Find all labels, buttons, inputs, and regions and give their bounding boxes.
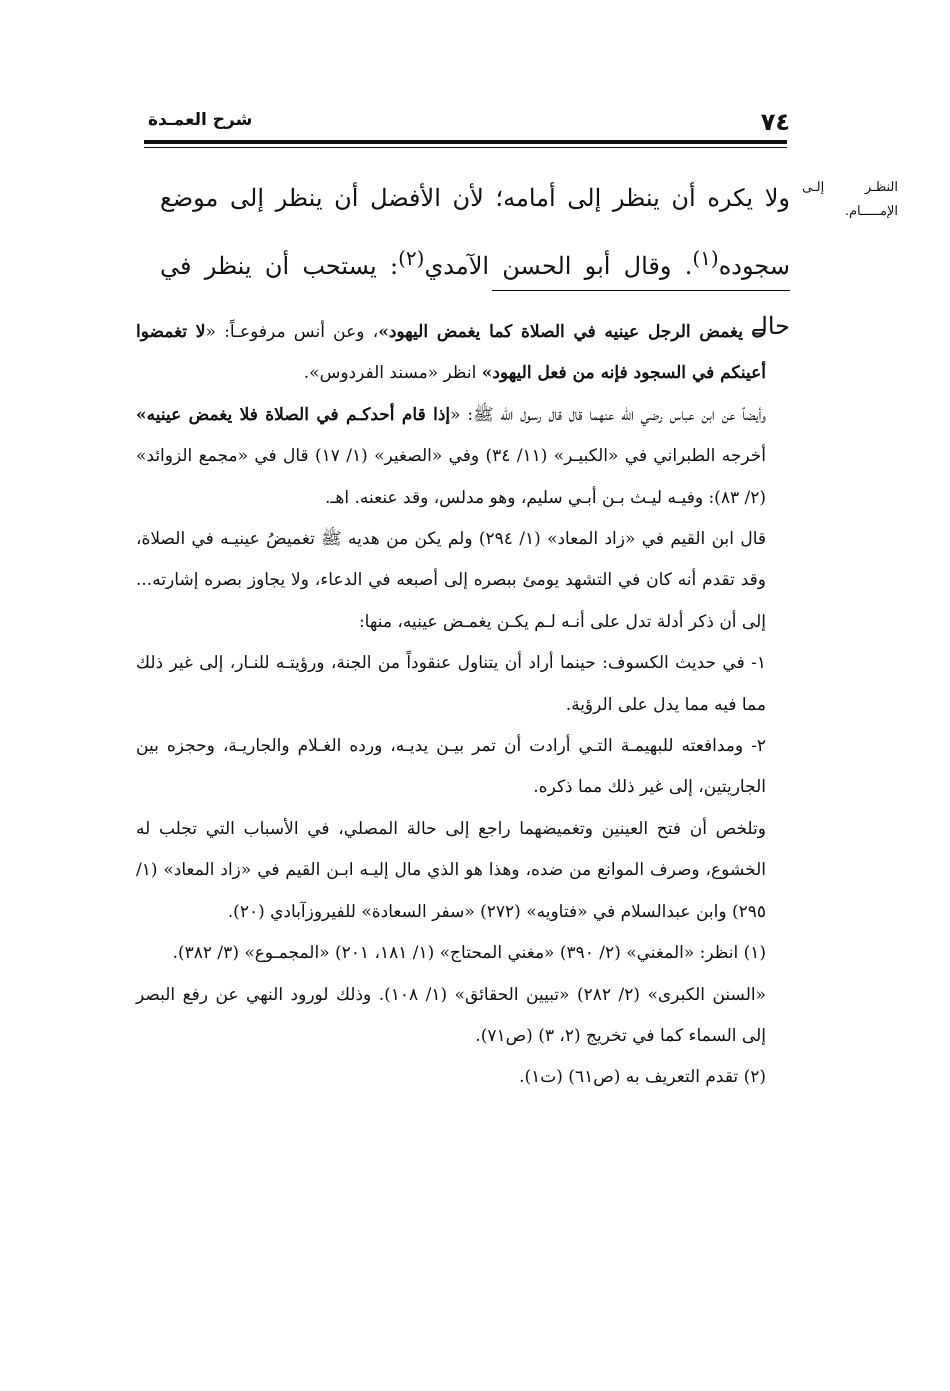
- footnote-list-item: ٢- ومدافعته للبهيمـة التـي أرادت أن تمر بيـن يديـه، ورده الغـلام والجاريـة، وحجزه بين الجاريتين، إلى غير ذلك مما ذكره.: [136, 736, 766, 798]
- footnote-text: انظر «مسند الفردوس».: [303, 363, 482, 384]
- footnote-2: (٢) تقدم التعريف به (ص٦١) (ت١).: [519, 1067, 766, 1088]
- footnote-text: ، وعن أنس مرفوعـاً: «: [205, 322, 379, 342]
- main-text-part: ولا يكره أن ينظر إلى أمامه؛ لأن الأفضل أن ينظر إلى موضع سجوده: [160, 184, 790, 280]
- footnote-separator: [492, 290, 790, 291]
- footnote-text: وأيضاً عن ابن عباس رضي الله عنهما قال قال رسول الله ﷺ: «: [450, 404, 766, 425]
- margin-note: النظـر إلـى الإمـــــام.: [802, 180, 898, 219]
- main-text-part: . وقال أبو الحسن الآمدي: [424, 252, 693, 280]
- page-number: ٧٤: [760, 108, 790, 136]
- footnote-ref-2: (٢): [398, 246, 425, 270]
- hadith-quote: إذا قام أحدكـم في الصلاة فلا يغمض عينيه»: [136, 404, 451, 425]
- footnote-ref-1: (١): [692, 246, 719, 270]
- footnote-1-continuation: «السنن الكبرى» (٢/ ٢٨٢) «تبيين الحقائق» (١/ ١٠٨). وذلك لورود النهي عن رفع البصر إلى السماء كما في تخريج (٢، ٣) (ص٧١).: [136, 984, 766, 1046]
- footnote-paragraph: [136, 395, 790, 519]
- hadith-quote: لا تغمضوا أعينكم في السجود فإنه من فعل اليهود»: [136, 322, 766, 384]
- footnote-paragraph: وتلخص أن فتح العينين وتغميضهما راجع إلى حالة المصلي، في الأسباب التي تجلب له الخشوع، وصرف الموانع من ضده، وهذا هو الذي مال إليـه ابـن القيم في «زاد المعاد» (١/ ٢٩٥) وابن عبدالسلام في «فتاويه» (٢٧٢) «سفر السعادة» للفيروزآبادي (٢٠).: [136, 818, 766, 922]
- footnote-paragraph: قال ابن القيم في «زاد المعاد» (١/ ٢٩٤) ولم يكن من هديه ﷺ تغميضُ عينيـه في الصلاة، وقد تقدم أنه كان في التشهد يومئ ببصره إلى أصبعه في الدعاء، ولا يجاوز بصره إشارته... إلى أن ذكر أدلة تدل على أنـه لـم يكـن يغمـض عينيه، منها:: [136, 529, 766, 632]
- footnotes: [136, 312, 790, 1099]
- header-rule: [144, 140, 787, 144]
- footnote-list-item: ١- في حديث الكسوف: حينما أراد أن يتناول عنقوداً من الجنة، ورؤيتـه للنـار، إلى غير ذلك مما فيه مما يدل على الرؤية.: [136, 653, 766, 715]
- running-title: شرح العمـدة: [148, 110, 253, 130]
- header-rule-thin: [144, 147, 787, 148]
- footnote-paragraph: [136, 312, 790, 395]
- footnote-1: (١) انظر: «المغني» (٢/ ٣٩٠) «مغني المحتاج» (١/ ١٨١، ٢٠١) «المجمـوع» (٣/ ٣٨٢).: [172, 943, 766, 964]
- main-text-part: : يستحب أن ينظر في حال: [160, 252, 790, 340]
- hadith-quote: = يغمض الرجل عينيه في الصلاة كما يغمض اليهود»: [378, 322, 766, 342]
- footnote-text: أخرجه الطبراني في «الكبيـر» (١١/ ٣٤) وفي «الصغير» (١/ ١٧) قال في «مجمع الزوائد» (٢/ ٨٣): وفيـه ليـث بـن أبـي سليم، وهو مدلس، وقد عنعنه. اهـ.: [136, 446, 766, 508]
